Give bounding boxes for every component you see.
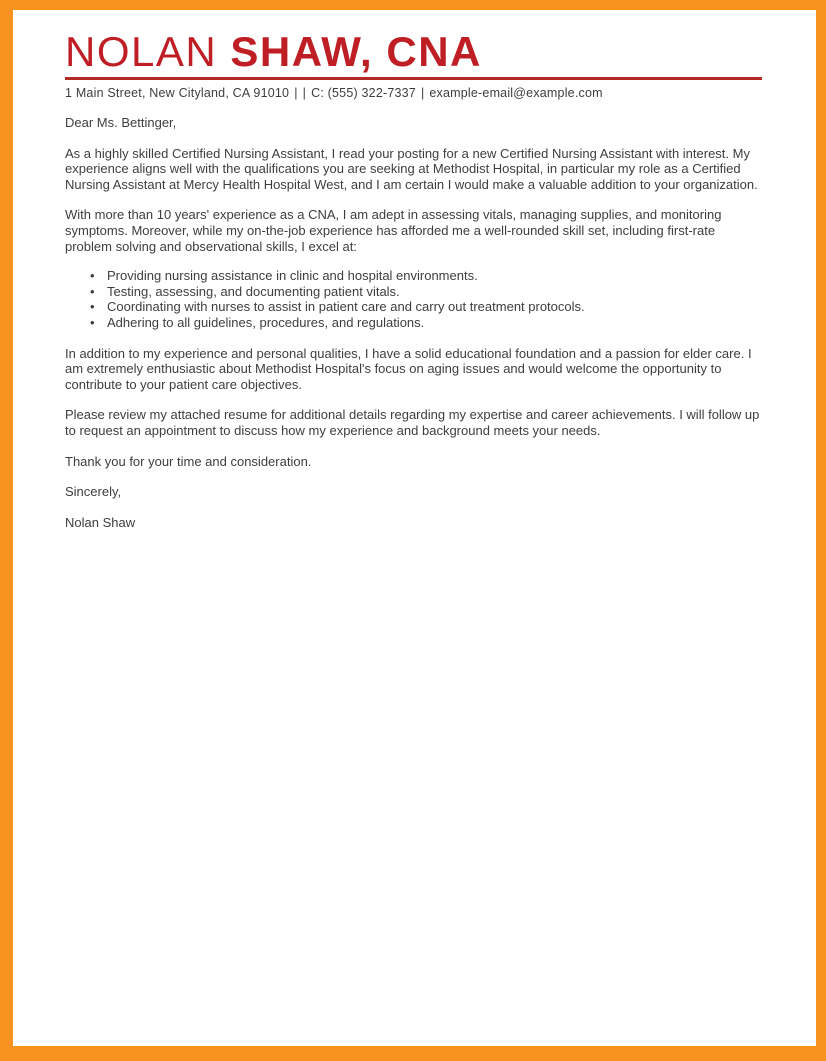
header-rule	[65, 77, 762, 80]
paragraph-experience: With more than 10 years' experience as a CNA, I am adept in assessing vitals, managing supplies, and monitoring symptoms. Moreover, while my on-the-job experience has afforded me a well-rounded skill set, including first-rate problem solving and observational skills, I excel at:	[65, 207, 722, 254]
bullet-text: Providing nursing assistance in clinic and hospital environments.	[107, 268, 478, 284]
skills-list	[65, 268, 762, 330]
bullet-text: Coordinating with nurses to assist in patient care and carry out treatment protocols.	[107, 299, 585, 315]
greeting: Dear Ms. Bettinger,	[65, 115, 177, 131]
phone-text: C: (555) 322-7337	[311, 86, 416, 101]
bullet-dot-icon: •	[90, 283, 95, 299]
first-name: NOLAN	[65, 28, 218, 75]
bullet-dot-icon: •	[90, 268, 95, 284]
thanks-line: Thank you for your time and consideration.	[65, 453, 312, 469]
paragraph-followup: Please review my attached resume for additional details regarding my expertise and career achievements. I will follow up to request an appointment to discuss how my experience and background meets your needs.	[65, 407, 760, 438]
email-text: example-email@example.com	[429, 86, 603, 101]
closing-line: Sincerely,	[65, 484, 122, 500]
header-name	[65, 30, 762, 74]
separator-bar: |	[302, 86, 307, 101]
paragraph-intro: As a highly skilled Certified Nursing Assistant, I read your posting for a new Certified Nursing Assistant with interest. My experience aligns well with the qualifications you are seeking at Methodist Hospital, in particular my role as a Certified Nursing Assistant at Mercy Health Hospital West, and I am certain I would make a valuable addition to your organization.	[65, 145, 758, 192]
contact-line	[65, 86, 762, 100]
list-item	[65, 268, 762, 284]
list-item	[65, 284, 762, 300]
bullet-dot-icon: •	[90, 315, 95, 331]
bullet-text: Adhering to all guidelines, procedures, and regulations.	[107, 315, 425, 331]
bullet-text: Testing, assessing, and documenting patient vitals.	[107, 283, 400, 299]
address-text: 1 Main Street, New Cityland, CA 91010	[65, 86, 290, 101]
signature-name: Nolan Shaw	[65, 514, 136, 530]
cover-letter-page	[13, 10, 816, 1046]
separator-bar: |	[294, 86, 298, 101]
letterhead	[65, 30, 762, 100]
separator-bar: |	[420, 86, 425, 101]
last-name-credential: SHAW, CNA	[230, 28, 482, 75]
bullet-dot-icon: •	[90, 299, 95, 315]
paragraph-education: In addition to my experience and personal qualities, I have a solid educational foundation and a passion for elder care. I am extremely enthusiastic about Methodist Hospital's focus on aging issues and would welcome the opportunity to contribute to your patient care objectives.	[65, 345, 752, 392]
list-item	[65, 315, 762, 331]
letter-body	[65, 115, 762, 530]
list-item	[65, 299, 762, 315]
